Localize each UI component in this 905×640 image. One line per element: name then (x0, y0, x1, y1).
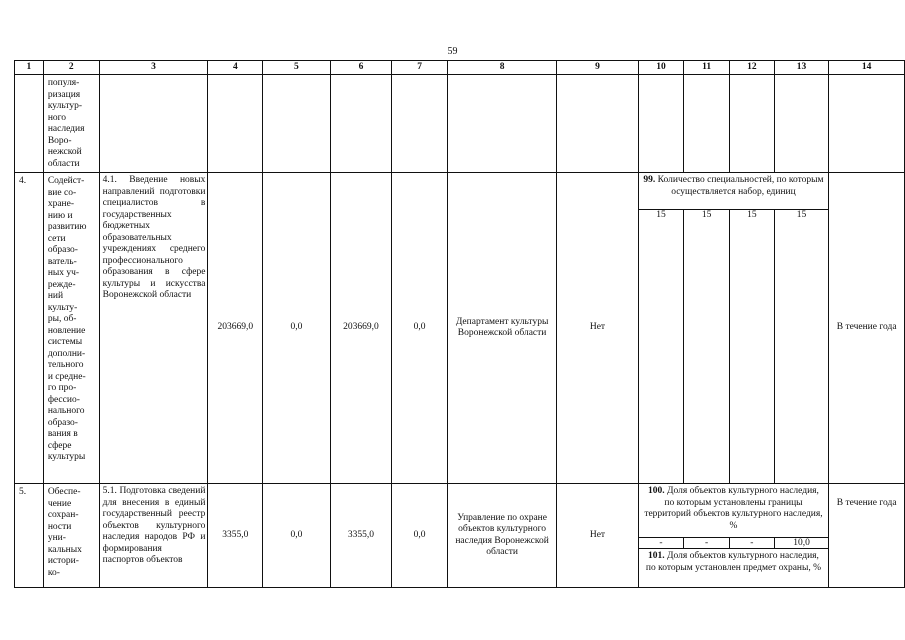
indicator-number: 99. (643, 175, 656, 185)
header-cell: 14 (829, 61, 905, 75)
header-cell: 6 (330, 61, 392, 75)
funding-federal: 0,0 (263, 484, 330, 588)
goal-text: Содейст- вие со- хране- нию и развитию сети образо- ватель- ных уч- режде- ний культу- ры, об- новление системы дополни- тельного и средне- го про- фессио- нального образо- вания в сфере культуры (43, 173, 99, 484)
indicator-cell (638, 549, 829, 588)
header-cell: 1 (15, 61, 44, 75)
indicator-value: 15 (774, 210, 829, 484)
funding-other: 0,0 (392, 484, 448, 588)
program-table (14, 60, 905, 588)
indicator-text: Количество специальностей, по которым осуществляется набор, единиц (655, 175, 824, 197)
header-cell: 11 (684, 61, 730, 75)
header-cell: 5 (263, 61, 330, 75)
indicator-text: Доля объектов культурного наследия, по которым установлен предмет охраны, % (645, 551, 822, 573)
goal-text-continued: популя- ризация культур- ного наследия Воро- нежской области (43, 75, 99, 173)
header-cell: 9 (557, 61, 638, 75)
header-cell: 13 (774, 61, 829, 75)
col9-value: Нет (557, 173, 638, 484)
funding-regional: 3355,0 (330, 484, 392, 588)
page-number: 59 (447, 46, 458, 57)
header-cell: 10 (638, 61, 684, 75)
indicator-value: 15 (684, 210, 730, 484)
funding-federal: 0,0 (263, 173, 330, 484)
header-cell: 4 (208, 61, 263, 75)
executor: Департамент культуры Воронежской области (447, 173, 556, 484)
table-row (15, 75, 905, 173)
header-cell: 12 (729, 61, 774, 75)
indicator-text: Доля объектов культурного наследия, по которым установлены границы территорий объектов культурного наследия, % (644, 486, 823, 531)
indicator-value: 15 (638, 210, 684, 484)
col9-value: Нет (557, 484, 638, 588)
deadline: В течение года (829, 173, 905, 484)
funding-total: 203669,0 (208, 173, 263, 484)
deadline: В течение года (829, 484, 905, 588)
indicator-number: 100. (648, 486, 665, 496)
table-row (15, 173, 905, 210)
indicator-number: 101. (648, 551, 665, 562)
indicator-cell (638, 173, 829, 210)
indicator-cell (638, 484, 829, 538)
indicator-value: 10,0 (774, 537, 829, 549)
table-row (15, 484, 905, 538)
funding-other: 0,0 (392, 173, 448, 484)
funding-total: 3355,0 (208, 484, 263, 588)
indicator-value: - (638, 537, 684, 549)
header-row (15, 61, 905, 75)
row-number: 4. (15, 173, 44, 484)
header-cell: 2 (43, 61, 99, 75)
measure-text: 5.1. Подготовка сведений для внесения в единый государственный реестр объектов культурного наследия народов РФ и формирования паспортов объектов (99, 484, 208, 588)
indicator-value: 15 (729, 210, 774, 484)
indicator-value: - (729, 537, 774, 549)
measure-text: 4.1. Введение новых направлений подготовки специалистов в государственных бюджетных образовательных учреждениях среднего профессионального образования в сфере культуры и искусства Воронежской области (99, 173, 208, 484)
header-cell: 8 (447, 61, 556, 75)
header-cell: 7 (392, 61, 448, 75)
header-cell: 3 (99, 61, 208, 75)
executor: Управление по охране объектов культурного наследия Воронежской области (447, 484, 556, 588)
funding-regional: 203669,0 (330, 173, 392, 484)
row-number: 5. (15, 484, 44, 588)
goal-text: Обеспе- чение сохран- ности уни- кальных истори- ко- (43, 484, 99, 588)
indicator-value: - (684, 537, 730, 549)
